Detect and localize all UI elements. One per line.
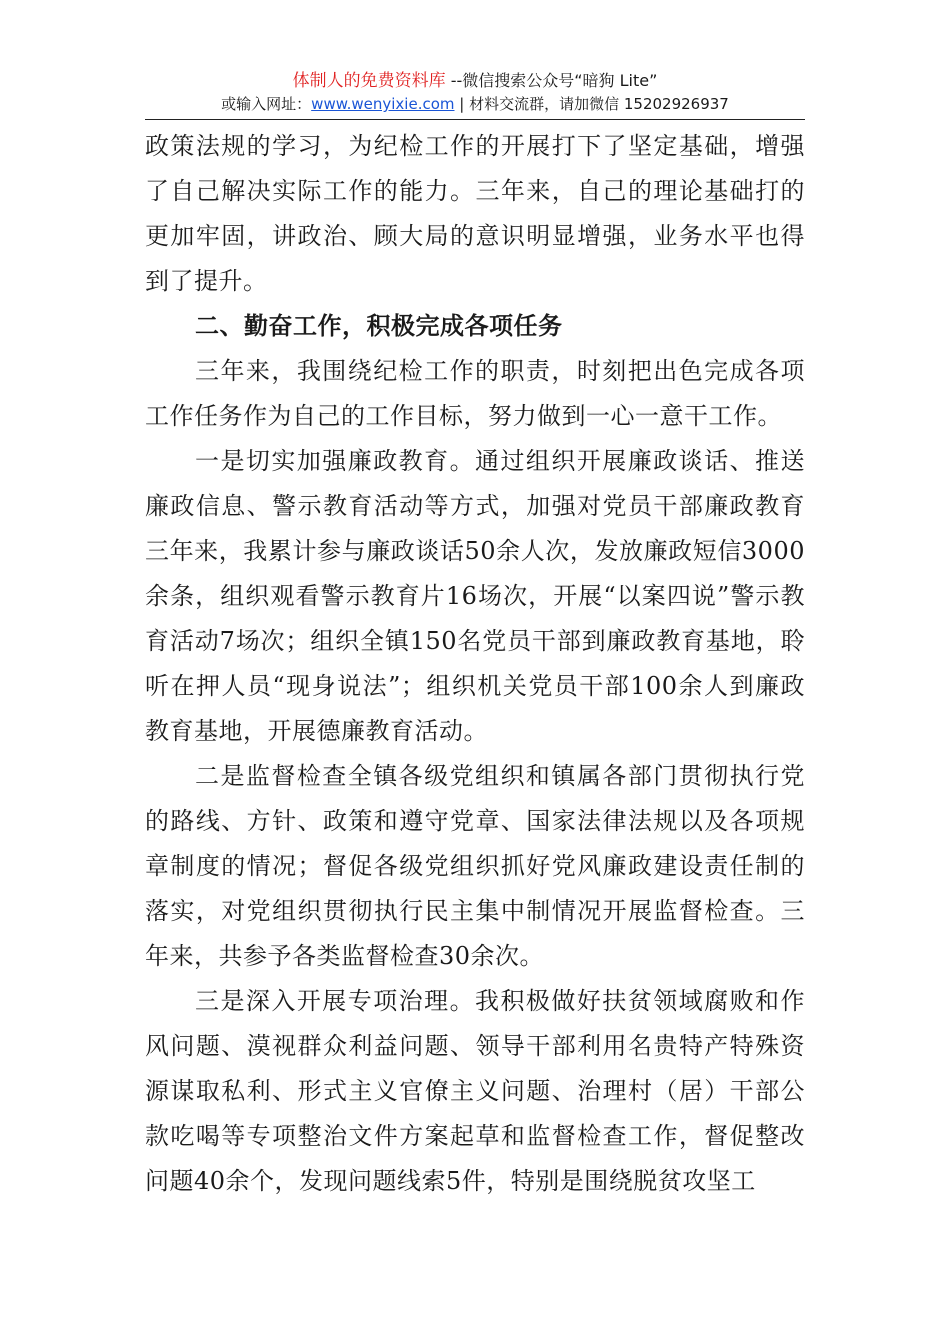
paragraph-item-1: 一是切实加强廉政教育。通过组织开展廉政谈话、推送廉政信息、警示教育活动等方式，加强对党员干部廉政教育三年来，我累计参与廉政谈话50余人次，发放廉政短信3000余条，组织观看警示教育片16场次，开展“以案四说”警示教育活动7场次；组织全镇150名党员干部到廉政教育基地，聆听在押人员“现身说法”；组织机关党员干部100余人到廉政教育基地，开展德廉教育活动。: [145, 447, 805, 745]
section-heading: 二、勤奋工作，积极完成各项任务: [195, 312, 563, 340]
header-divider: [145, 119, 805, 120]
paragraph-continued: 政策法规的学习，为纪检工作的开展打下了坚定基础，增强了自己解决实际工作的能力。三年来，自己的理论基础打的更加牢固，讲政治、顾大局的意识明显增强，业务水平也得到了提升。: [145, 132, 805, 295]
header-tagline: --微信搜索公众号“暗狗 Lite”: [445, 71, 658, 90]
website-link[interactable]: www.wenyixie.com: [311, 95, 455, 113]
contact-suffix: | 材料交流群，请加微信 15202926937: [454, 95, 729, 113]
paragraph-item-3: 三是深入开展专项治理。我积极做好扶贫领域腐败和作风问题、漠视群众利益问题、领导干部利用名贵特产特殊资源谋取私利、形式主义官僚主义问题、治理村（居）干部公款吃喝等专项整治文件方案起草和监督检查工作，督促整改问题40余个，发现问题线索5件，特别是围绕脱贫攻坚工: [145, 987, 805, 1195]
header-promo-line: [145, 70, 805, 92]
page-header: [145, 70, 805, 115]
paragraph-intro: 三年来，我围绕纪检工作的职责，时刻把出色完成各项工作任务作为自己的工作目标，努力做到一心一意干工作。: [145, 357, 805, 430]
header-contact-line: [145, 93, 805, 115]
brand-title: 体制人的免费资料库: [292, 71, 446, 91]
paragraph-item-2: 二是监督检查全镇各级党组织和镇属各部门贯彻执行党的路线、方针、政策和遵守党章、国家法律法规以及各项规章制度的情况；督促各级党组织抓好党风廉政建设责任制的落实，对党组织贯彻执行民主集中制情况开展监督检查。三年来，共参予各类监督检查30余次。: [145, 762, 805, 970]
url-prefix: 或输入网址：: [221, 95, 312, 113]
document-body: [145, 124, 805, 1204]
